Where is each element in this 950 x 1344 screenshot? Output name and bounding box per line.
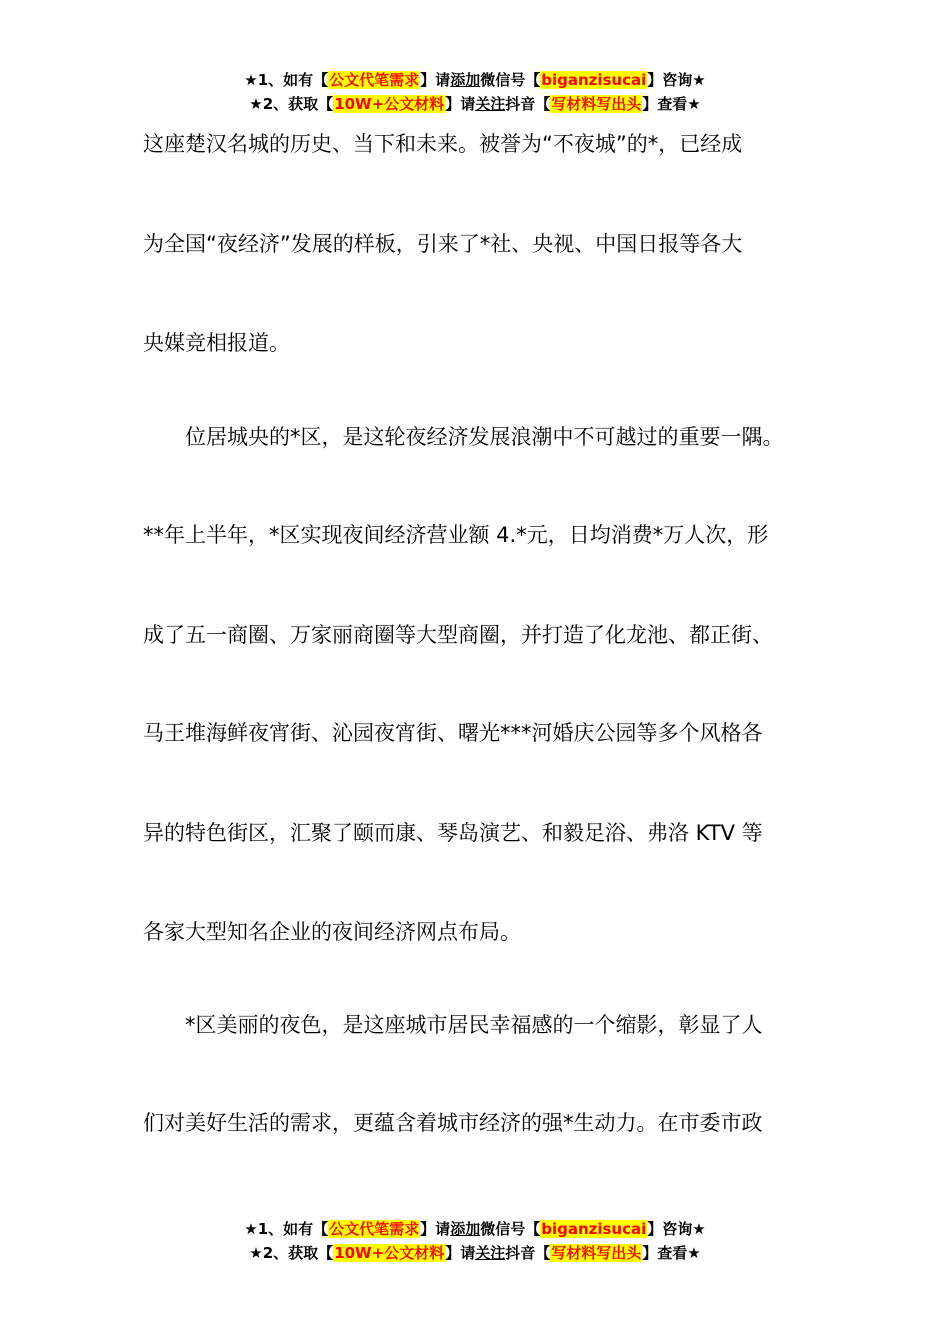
banner-text: 抖音【 — [505, 95, 551, 113]
body-line: 异的特色街区，汇聚了颐而康、琴岛演艺、和毅足浴、弗洛 KTV 等 — [143, 821, 763, 845]
banner-text: 】查看★ — [642, 95, 701, 113]
underlined-text: 关注 — [475, 95, 506, 113]
highlight-text: 10W+公文材料 — [334, 1244, 445, 1262]
body-line: 这座楚汉名城的历史、当下和未来。被誉为“不夜城”的*，已经成 — [143, 132, 743, 156]
banner-line-2 — [0, 1241, 950, 1265]
body-line: **年上半年，*区实现夜间经济营业额 4.*元，日均消费*万人次，形 — [143, 523, 769, 547]
highlight-text: 10W+公文材料 — [334, 95, 445, 113]
douyin-highlight: 写材料写出头 — [551, 95, 642, 113]
body-line: 央媒竞相报道。 — [143, 331, 290, 355]
body-line: 马王堆海鲜夜宵街、沁园夜宵街、曙光***河婚庆公园等多个风格各 — [143, 721, 763, 745]
highlight-text: 公文代笔需求 — [329, 1220, 420, 1238]
banner-line-1 — [0, 68, 950, 92]
banner-text: ★2、获取【 — [249, 95, 334, 113]
body-line: 们对美好生活的需求，更蕴含着城市经济的强*生动力。在市委市政 — [143, 1111, 763, 1135]
body-line: 为全国“夜经济”发展的样板，引来了*社、央视、中国日报等各大 — [143, 232, 743, 256]
banner-text: 抖音【 — [505, 1244, 551, 1262]
banner-text: ★2、获取【 — [249, 1244, 334, 1262]
banner-text: 微信号【 — [480, 71, 541, 89]
highlight-text: 公文代笔需求 — [329, 71, 420, 89]
footer-banner — [0, 1217, 950, 1265]
underlined-text: 添加 — [450, 1220, 481, 1238]
banner-text: ★1、如有【 — [244, 71, 329, 89]
banner-text: 】咨询★ — [647, 71, 706, 89]
banner-text: ★1、如有【 — [244, 1220, 329, 1238]
banner-text: 】咨询★ — [647, 1220, 706, 1238]
banner-text: 】请 — [420, 71, 451, 89]
underlined-text: 关注 — [475, 1244, 506, 1262]
banner-text: 】查看★ — [642, 1244, 701, 1262]
body-line: *区美丽的夜色，是这座城市居民幸福感的一个缩影，彰显了人 — [143, 1013, 763, 1037]
banner-text: 】请 — [420, 1220, 451, 1238]
body-line: 成了五一商圈、万家丽商圈等大型商圈，并打造了化龙池、都正街、 — [143, 623, 773, 647]
underlined-text: 添加 — [450, 71, 481, 89]
body-line: 各家大型知名企业的夜间经济网点布局。 — [143, 920, 521, 944]
douyin-highlight: 写材料写出头 — [551, 1244, 642, 1262]
banner-text: 】请 — [445, 1244, 476, 1262]
wechat-id-highlight: biganzisucai — [541, 71, 647, 89]
banner-text: 微信号【 — [480, 1220, 541, 1238]
banner-line-1 — [0, 1217, 950, 1241]
wechat-id-highlight: biganzisucai — [541, 1220, 647, 1238]
banner-line-2 — [0, 92, 950, 116]
banner-text: 】请 — [445, 95, 476, 113]
body-line: 位居城央的*区，是这轮夜经济发展浪潮中不可越过的重要一隅。 — [143, 425, 784, 449]
header-banner — [0, 68, 950, 116]
